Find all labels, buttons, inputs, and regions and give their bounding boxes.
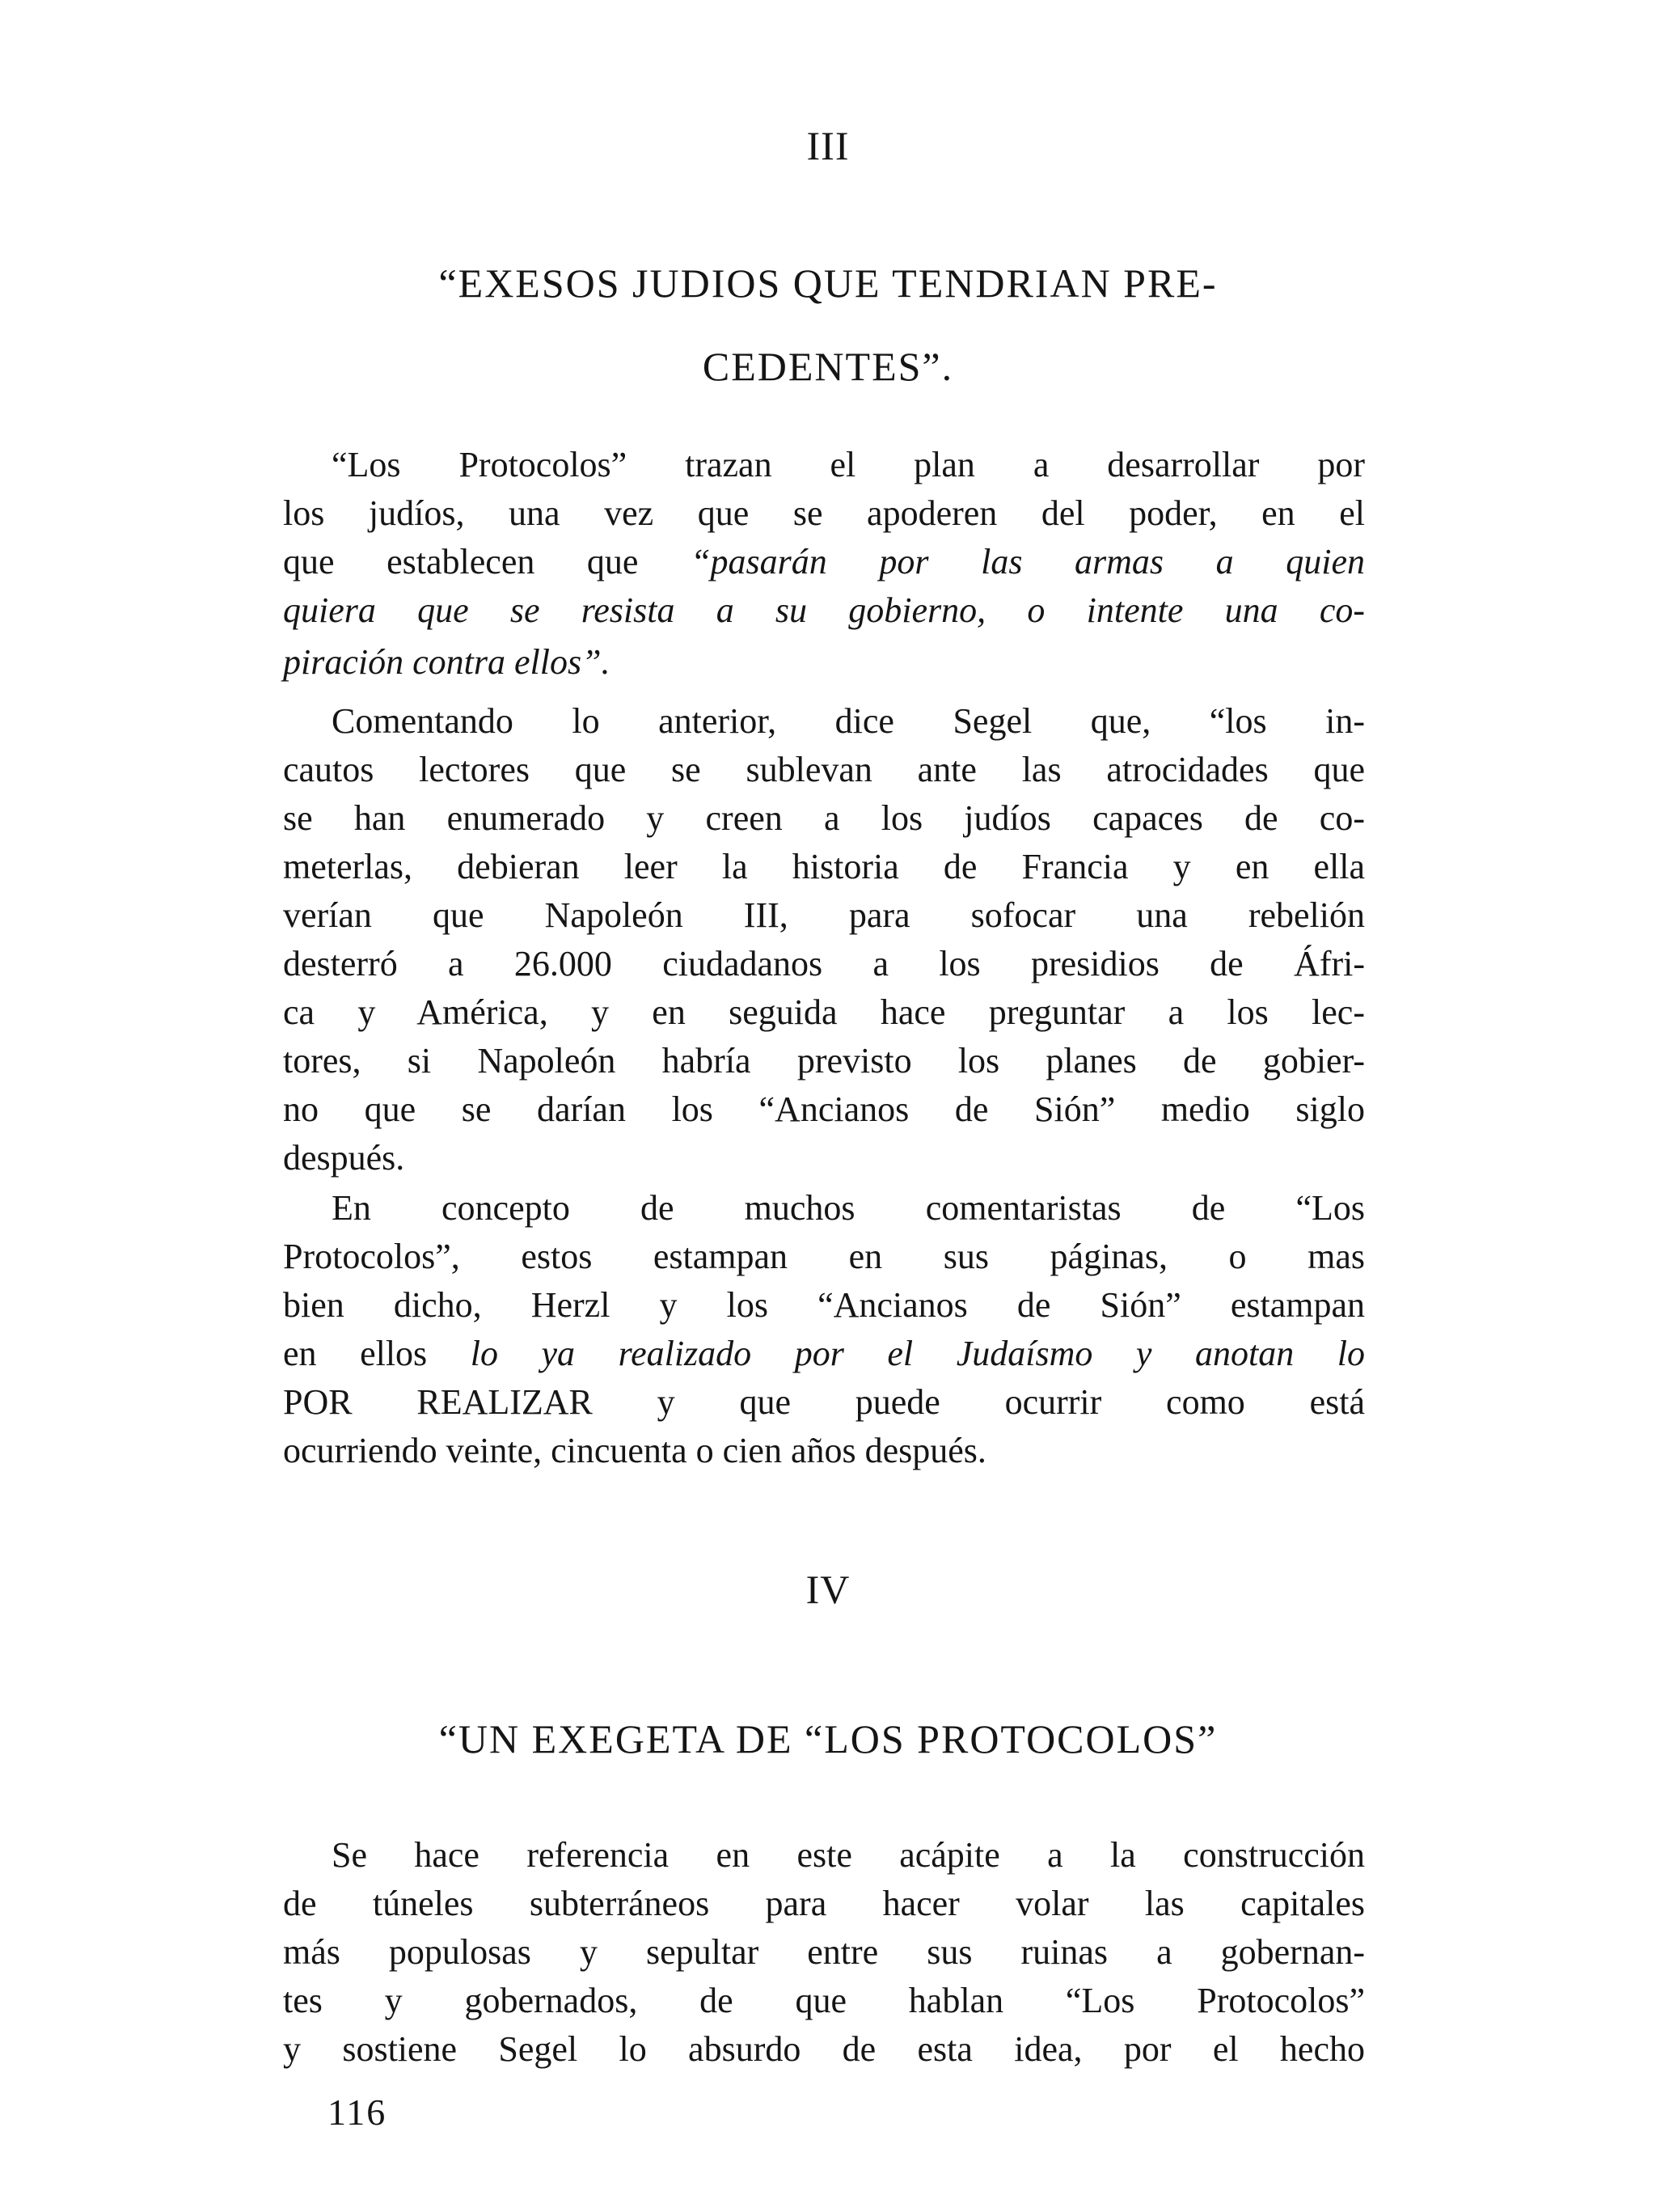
text-line: cautos lectores que se sublevan ante las atrocidades que	[283, 750, 1365, 789]
text-line: ca y América, y en seguida hace preguntar a los lec-	[283, 992, 1365, 1032]
text-line: después.	[283, 1138, 405, 1178]
page-number: 116	[327, 2091, 387, 2133]
text-line: de túneles subterráneos para hacer volar las capitales	[283, 1884, 1365, 1923]
text-line: desterró a 26.000 ciudadanos a los presidios de Áfri-	[283, 944, 1365, 983]
text-line: POR REALIZAR y que puede ocurrir como está	[283, 1382, 1365, 1422]
text-line: más populosas y sepultar entre sus ruinas a gobernan-	[283, 1932, 1365, 1972]
text-line: y sostiene Segel lo absurdo de esta idea, por el hecho	[283, 2029, 1365, 2069]
text-line: Protocolos”, estos estampan en sus páginas, o mas	[283, 1237, 1365, 1276]
text-line: “Los Protocolos” trazan el plan a desarrollar por	[332, 445, 1365, 484]
text-line: en ellos lo ya realizado por el Judaísmo y anotan lo	[283, 1334, 1365, 1373]
section-title-line-2: CEDENTES”.	[702, 344, 954, 389]
text-line: Se hace referencia en este acápite a la construcción	[332, 1835, 1365, 1875]
text-line: no que se darían los “Ancianos de Sión” medio siglo	[283, 1089, 1365, 1129]
text-line: tes y gobernados, de que hablan “Los Protocolos”	[283, 1981, 1365, 2020]
text-line: piración contra ellos”.	[283, 642, 610, 682]
text-line: quiera que se resista a su gobierno, o intente una co-	[283, 590, 1365, 630]
section-title-iv: “UN EXEGETA DE “LOS PROTOCOLOS”	[438, 1716, 1218, 1762]
text-line: Comentando lo anterior, dice Segel que, “los in-	[332, 701, 1365, 741]
section-title-line-1: “EXESOS JUDIOS QUE TENDRIAN PRE-	[438, 260, 1218, 306]
text-line: meterlas, debieran leer la historia de Francia y en ella	[283, 847, 1365, 886]
section-number-iii: III	[806, 123, 850, 168]
text-line: ocurriendo veinte, cincuenta o cien años después.	[283, 1431, 986, 1470]
text-line: tores, si Napoleón habría previsto los planes de gobier-	[283, 1041, 1365, 1081]
text-line: verían que Napoleón III, para sofocar una rebelión	[283, 895, 1365, 935]
text-line: En concepto de muchos comentaristas de “Los	[332, 1188, 1365, 1228]
text-line: bien dicho, Herzl y los “Ancianos de Sión” estampan	[283, 1285, 1365, 1325]
text-line: los judíos, una vez que se apoderen del poder, en el	[283, 493, 1365, 533]
text-line: se han enumerado y creen a los judíos capaces de co-	[283, 798, 1365, 838]
text-line: que establecen que “pasarán por las armas a quien	[283, 542, 1365, 582]
section-number-iv: IV	[805, 1567, 851, 1612]
